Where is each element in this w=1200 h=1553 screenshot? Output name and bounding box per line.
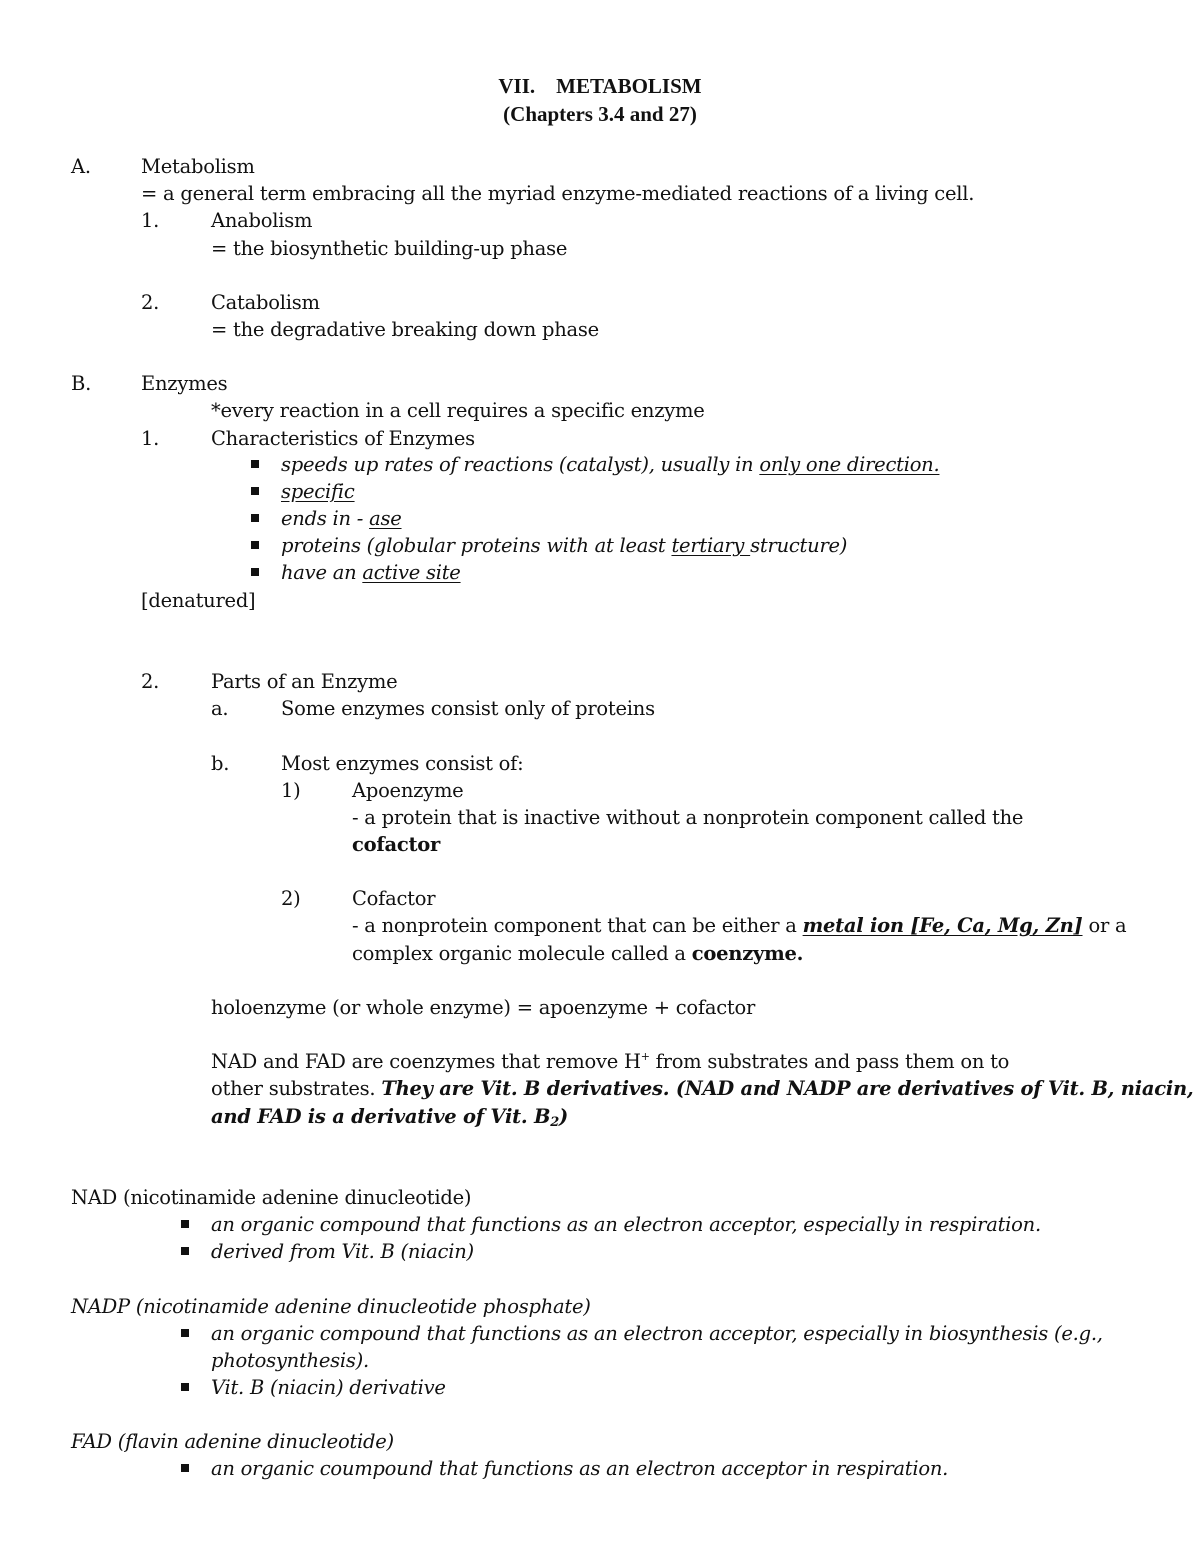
anabolism-label: Anabolism (211, 209, 313, 232)
section-b-note: *every reaction in a cell requires a specific enzyme (211, 399, 705, 422)
bullet-icon (181, 1329, 189, 1337)
nad-fad-paragraph-line3: and FAD is a derivative of Vit. $B_2$) (211, 1105, 568, 1130)
anabolism-number: 1. (141, 209, 160, 232)
holoenzyme-equation: holoenzyme (or whole enzyme) = apoenzyme + cofactor (211, 996, 756, 1019)
anabolism-definition: = the biosynthetic building-up phase (211, 237, 568, 260)
fad-bullet-1: an organic coumpound that functions as an electron acceptor in respiration. (211, 1457, 949, 1480)
parts-number: 2. (141, 670, 160, 693)
section-a-heading: Metabolism (141, 155, 255, 178)
denatured-note: [denatured] (141, 589, 256, 612)
parts-a-text: Some enzymes consist only of proteins (281, 697, 655, 720)
bullet-icon (181, 1383, 189, 1391)
nad-bullet-2: derived from Vit. B (niacin) (211, 1240, 474, 1263)
parts-b-text: Most enzymes consist of: (281, 752, 524, 775)
page-title: VII. METABOLISM (498, 74, 702, 98)
bullet-icon (181, 1247, 189, 1255)
nad-bullet-1: an organic compound that functions as an electron acceptor, especially in respiration. (211, 1213, 1041, 1236)
parts-a-marker: a. (211, 697, 229, 720)
bullet-icon (181, 1220, 189, 1228)
fad-heading: FAD (flavin adenine dinucleotide) (71, 1430, 394, 1453)
characteristic-ase: ends in - ase (281, 507, 402, 530)
characteristic-proteins: proteins (globular proteins with at least tertiary structure) (281, 534, 848, 557)
nadp-heading: NADP (nicotinamide adenine dinucleotide phosphate) (71, 1295, 591, 1318)
characteristic-active-site: have an active site (281, 561, 461, 584)
bullet-icon (251, 568, 259, 576)
parts-b-marker: b. (211, 752, 230, 775)
cofactor-definition: - a nonprotein component that can be either a metal ion [Fe, Ca, Mg, Zn] or a (352, 914, 1127, 937)
characteristics-number: 1. (141, 427, 160, 450)
bullet-icon (251, 514, 259, 522)
cofactor-term: cofactor (352, 833, 441, 856)
section-a-definition: = a general term embracing all the myriad enzyme-mediated reactions of a living cell. (141, 182, 975, 205)
characteristic-specific: specific (281, 480, 355, 503)
nadp-bullet-2: Vit. B (niacin) derivative (211, 1376, 446, 1399)
bullet-icon (251, 460, 259, 468)
section-b-marker: B. (71, 372, 92, 395)
characteristic-catalyst: speeds up rates of reactions (catalyst), usually in only one direction. (281, 453, 940, 476)
catabolism-definition: = the degradative breaking down phase (211, 318, 599, 341)
bullet-icon (251, 541, 259, 549)
cofactor-number: 2) (281, 887, 301, 910)
parts-label: Parts of an Enzyme (211, 670, 398, 693)
cofactor-label: Cofactor (352, 887, 436, 910)
characteristics-label: Characteristics of Enzymes (211, 427, 475, 450)
nadp-bullet-1: an organic compound that functions as an electron acceptor, especially in biosynthesis (e.g., (211, 1322, 1103, 1345)
nad-fad-paragraph-line2: other substrates. They are Vit. B derivatives. (NAD and NADP are derivatives of Vit. B, niacin, (211, 1077, 1194, 1100)
catabolism-label: Catabolism (211, 291, 320, 314)
bullet-icon (181, 1464, 189, 1472)
nad-heading: NAD (nicotinamide adenine dinucleotide) (71, 1186, 472, 1209)
apoenzyme-label: Apoenzyme (352, 779, 464, 802)
section-a-marker: A. (71, 155, 91, 178)
section-b-heading: Enzymes (141, 372, 228, 395)
nadp-bullet-1-continued: photosynthesis). (211, 1349, 369, 1372)
nad-fad-paragraph-line1: NAD and FAD are coenzymes that remove H+ from substrates and pass them on to (211, 1050, 1010, 1073)
page-subtitle: (Chapters 3.4 and 27) (503, 102, 697, 126)
bullet-icon (251, 487, 259, 495)
catabolism-number: 2. (141, 291, 160, 314)
apoenzyme-definition: - a protein that is inactive without a nonprotein component called the (352, 806, 1024, 829)
apoenzyme-number: 1) (281, 779, 301, 802)
coenzyme-definition: complex organic molecule called a coenzyme. (352, 942, 804, 965)
